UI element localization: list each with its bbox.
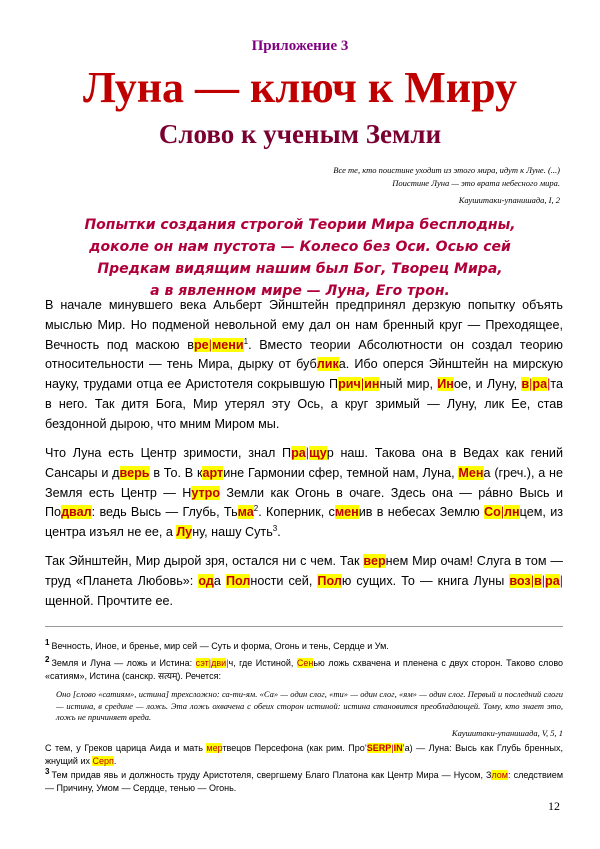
text-run: ну, нашу Суть [192, 525, 273, 540]
footnote-number: 1 [45, 638, 50, 647]
highlight: верь [119, 465, 150, 480]
highlight: Серп [92, 756, 114, 766]
highlight: лн [504, 505, 520, 520]
highlight: ма [237, 505, 254, 520]
motto-line: а в явленном мире — Луна, Его трон. [150, 283, 450, 299]
quote-text: Оно [слово «сатиям», истина] трехсложно: са-ти-ям. «Са» — один слог, «ти» — один слог, «ям» — один слог. Первый и последний слоги — истина, в средине — ложь. Эта ложь охвачена с обеих сторон истиной: истина становится преобладающей. Тому, кто знает это, ложь не причиняет вреда. [56, 689, 563, 722]
highlight: SERP [366, 743, 392, 753]
footnote-text: : следствием — Причину, Умом — Сердце, тенью — Огонь. [45, 770, 564, 793]
paragraph-3: Так Эйнштейн, Мир дырой зря, остался ни с чем. Так вернем Мир очам! Слуга в том — труд «Планета Любовь»: ода Полности сей, Полю сущих. То — книга Луны воз|в|ра|щенной. Прочтите ее. [45, 554, 563, 608]
footnote-3 [45, 769, 563, 795]
footnote-ref[interactable]: 1 [243, 336, 249, 346]
footnote-text: твецов Персефона (как рим. Про’ [222, 743, 367, 753]
text-run: В начале минувшего века Альберт Эйнштейн предпринял дерзкую попытку объять мыслью Мир. Но подменой невольной ему дал он нам бренный круг — Преходящее, Вечность под маскою в [45, 298, 563, 352]
highlight: сэт [195, 658, 209, 668]
paragraph-1: В начале минувшего века Альберт Эйнштейн предпринял дерзкую попытку объять мыслью Мир. Но подменой невольной ему дал он нам бренный круг — Преходящее, Вечность под маскою вре|мени$^1$. Вместо теории Абсолютности он создал теорию относительности — тень Мира, дырку от бублика. Ибо оперся Эйнштейн на мирскую науку, трудами отца ее Аристотеля сокрывшую Прич|инный мир, Иное, и Луну, в|ра|та в него. Так дитя Бога, Мир утерял эту Ось, а круг зримый — Луну, лик Ее, став бездонной дырою, что мним Миром мы. [45, 298, 564, 431]
motto-line: Попытки создания строгой Теории Мира бесплодны, [84, 217, 516, 233]
footnote-text: С тем, у Греков царица Аида и мать [45, 743, 207, 753]
highlight: вер [363, 554, 386, 568]
footnote-2-continued: С тем, у Греков царица Аида и мать мертвецов Персефона (как рим. Про’SERP|IN’а) — Луна: Высь как Глубь бренных, жнущий их Серп. [45, 743, 563, 766]
text-run: р наш. Такова она в Ведах как гений Сансары и д [45, 446, 563, 480]
footnote-text: . [113, 756, 117, 766]
text-run: ности сей, [250, 573, 318, 588]
appendix-label: Приложение 3 [251, 38, 349, 54]
text-run: Земли как Огонь в очаге. Здесь она — рáвно Высь и По [45, 485, 563, 520]
epigraph-line: Все те, кто поистине уходит из этого мира, идут к Луне. (...) [333, 165, 560, 175]
motto [70, 214, 530, 302]
text-run: та в него. Так дитя Бога, Мир утерял эту Ось, а круг зримый — Луну, лик Ее, став бездонной дырою, что мним Миром мы. [45, 377, 563, 431]
text-run: . Вместо теории Абсолютности он создал теорию относительности — тень Мира, дырку от буб [45, 337, 564, 372]
highlight: Пол [317, 573, 342, 588]
text-run: нем Мир очам! Слуга в том — труд «Планета Любовь»: [45, 554, 563, 588]
highlight: в [521, 377, 530, 392]
epigraph-line: Поистине Луна — это врата небесного мира. [392, 178, 560, 188]
highlight: арт [202, 465, 224, 480]
text-run: ине Гармонии сфер, темной нам, Луна, [223, 465, 459, 480]
text-run: а [213, 573, 226, 588]
highlight: ра [291, 446, 306, 460]
highlight: од [198, 573, 214, 588]
text-run: а (греч.), а не Земля есть Центр — Н [45, 465, 563, 500]
footnote-text: Вечность, Иное, и бренье, мир сей — Суть и форма, Огонь и тень, Сердце и Ум. [51, 641, 389, 651]
highlight: Мен [458, 465, 484, 480]
footnote-text: ч, где Истиной, [228, 658, 297, 668]
footnote-ref[interactable]: 3 [272, 524, 278, 533]
highlight: мени [211, 337, 244, 352]
footnote-1 [45, 640, 563, 653]
text-run: ое, и Луну, [453, 377, 522, 392]
highlight: Лу [176, 525, 193, 540]
text-run: . Коперник, с [258, 505, 335, 520]
footnote-number: 3 [45, 767, 50, 776]
epigraph [160, 164, 560, 207]
highlight: рич [338, 377, 361, 392]
text-run: ю сущих. То — книга Луны [341, 573, 510, 588]
highlight: Ин [437, 377, 454, 392]
motto-line: доколе он нам пустота — Колесо без Оси. Осью сей [89, 239, 511, 255]
text-run: ив в небесах Землю [358, 505, 484, 520]
text-run: Что Луна есть Центр зримости, знал П [45, 446, 292, 460]
footnote-ref[interactable]: 2 [253, 504, 259, 514]
highlight: Пол [225, 573, 251, 588]
footnote-text: Тем придав явь и должность труду Аристотеля, свергшему Благо Платона как Центр Мира — Нусом, З [51, 770, 492, 780]
highlight: ин [364, 377, 380, 392]
footnote-2: 2 Земля и Луна — ложь и Истина: сэт|дви|ч, где Истиной, Сенью ложь схвачена и пленена с двух сторон. Таково слово «сатиям», Истина (санскр. सत्यम्). Речется: [45, 655, 564, 681]
highlight: IN [393, 743, 403, 753]
text-run: в То. В к [149, 465, 203, 480]
highlight: лом [491, 770, 508, 780]
text-run: ный мир, [379, 377, 438, 392]
highlight: ре [193, 337, 209, 352]
page-subtitle: Слово к ученым Земли [158, 119, 442, 149]
footnote-divider [45, 626, 563, 627]
page-number: 12 [548, 799, 560, 813]
paragraph-2: Что Луна есть Центр зримости, знал Пра|щур наш. Такова она в Ведах как гений Сансары и дверь в То. В картине Гармонии сфер, темной нам, Луна, Мена (греч.), а не Земля есть Центр — Нутро Земли как Огонь в очаге. Здесь она — рáвно Высь и Подвал: ведь Высь — Глубь, Тьма$^2$. Коперник, сменив в небесах Землю Со|лнцем, из центра изъял не ее, а Луну, нашу Суть$^3$. [45, 446, 564, 540]
highlight: лик [316, 357, 339, 372]
text-run: цем, из центра изъял не ее, а [45, 505, 564, 540]
text-run: а. Ибо оперся Эйнштейн на мирскую науку, трудами отца ее Аристотеля сокрывшую П [45, 357, 564, 392]
highlight: Со [483, 505, 501, 520]
highlight: двал [61, 505, 92, 520]
highlight: утро [191, 485, 221, 500]
highlight: в [533, 573, 542, 588]
text-run: : ведь Высь — Глубь, Ть [91, 505, 238, 520]
page-title: Луна — ключ к Миру [83, 63, 517, 112]
epigraph-source: Каушитаки-упанишада, I, 2 [458, 195, 560, 205]
highlight: ра [545, 573, 560, 588]
highlight: воз [509, 573, 531, 588]
highlight: мен [334, 505, 359, 520]
text-run: щенной. Прочтите ее. [45, 593, 173, 608]
highlight: дви [211, 658, 227, 668]
highlight: щу [309, 446, 327, 460]
footnote-text: ью ложь схвачена и пленена с двух сторон. Таково слово «сатиям», Истина (санскр. सत्यम्). Речется: [45, 658, 564, 681]
footnote-text: Земля и Луна — ложь и Истина: [51, 658, 196, 668]
highlight: мер [206, 743, 223, 753]
footnote-text: ’а) — Луна: Высь как Глубь бренных, жнущий их [45, 743, 563, 766]
motto-line: Предкам видящим нашим был Бог, Творец Мира, [97, 261, 503, 277]
highlight: Сен [296, 658, 314, 668]
text-run: Так Эйнштейн, Мир дырой зря, остался ни с чем. Так [45, 554, 364, 568]
footnote-number: 2 [45, 655, 50, 664]
footnote-quote [56, 689, 563, 739]
quote-source: Каушитаки-упанишада, V, 5, 1 [451, 727, 563, 738]
highlight: ра [532, 377, 548, 392]
